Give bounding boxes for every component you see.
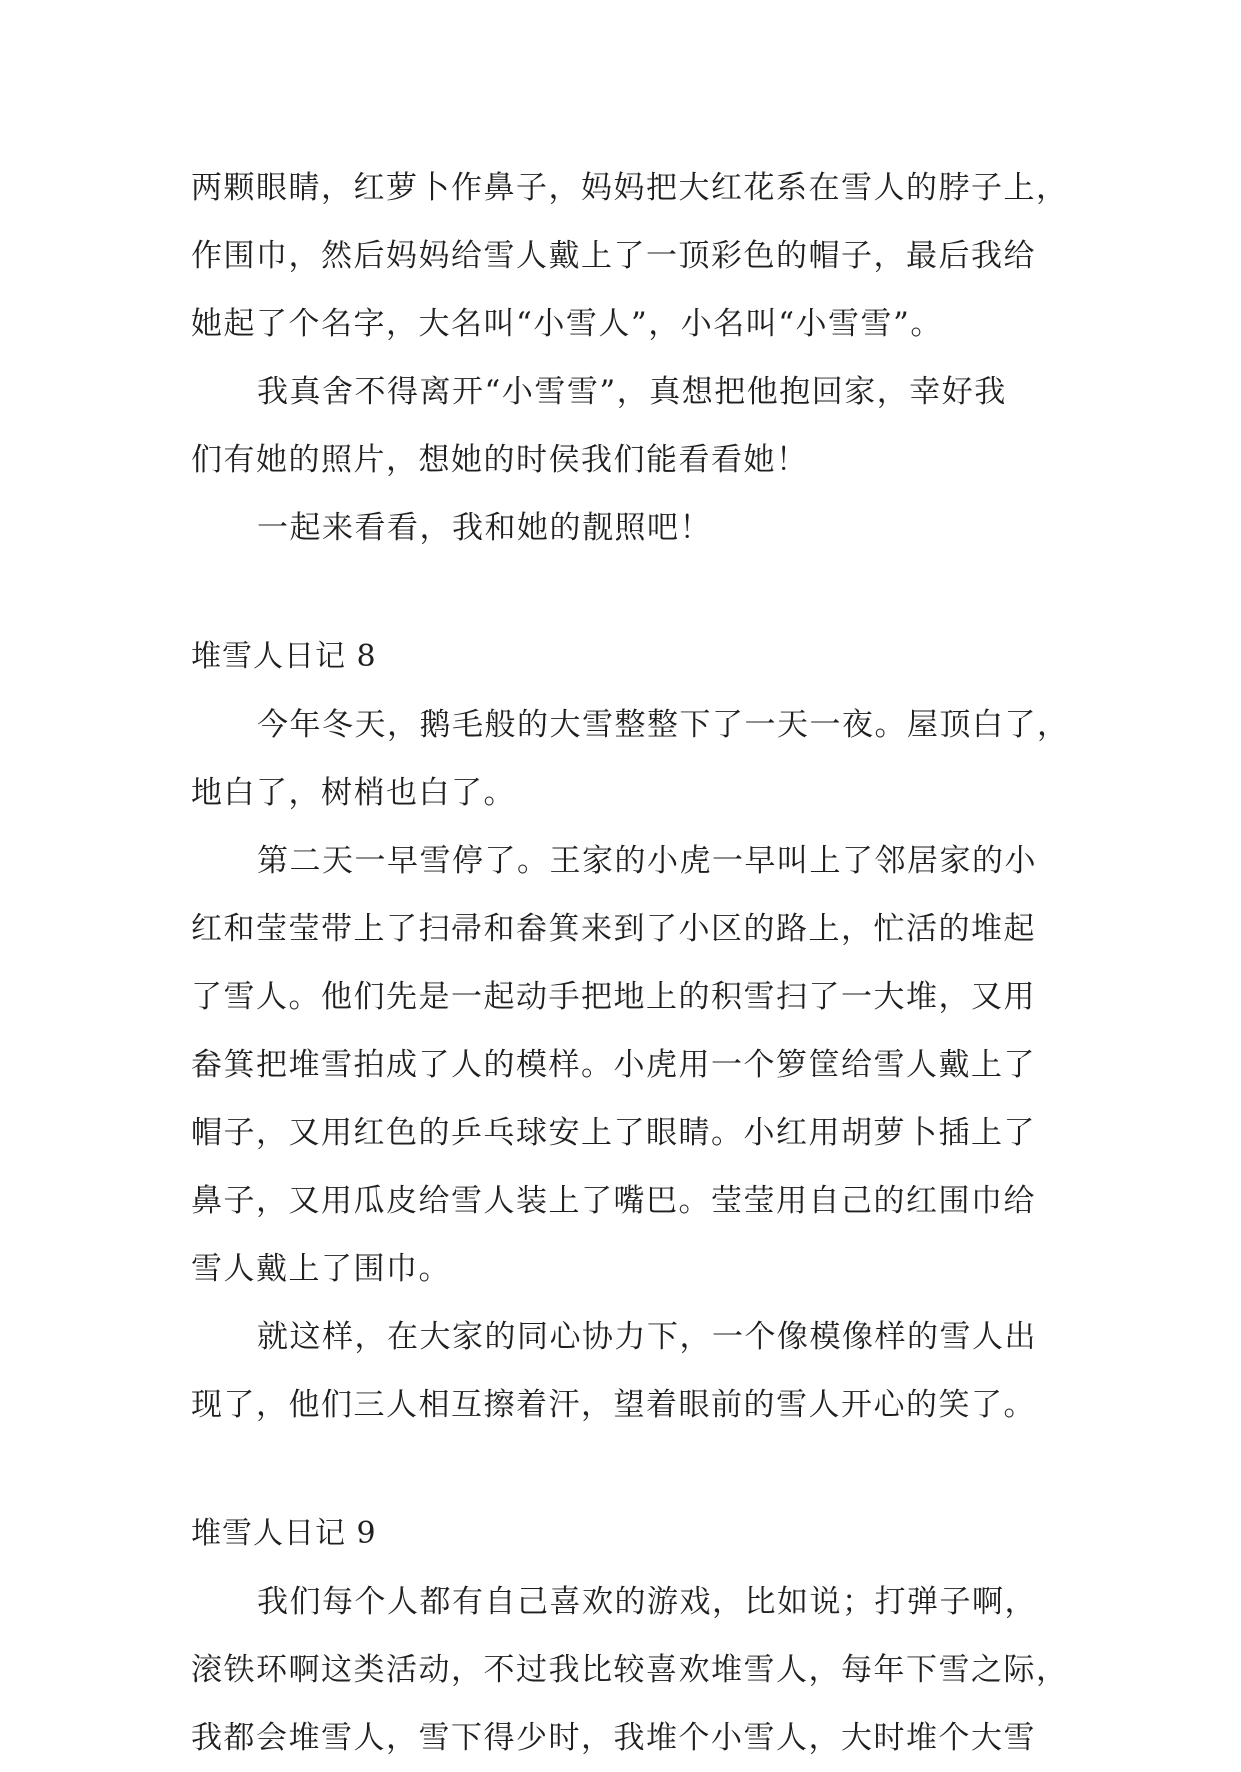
body-text-line: 她起了个名字，大名叫“小雪人”，小名叫“小雪雪”。 (191, 306, 943, 342)
body-text-line: 我真舍不得离开“小雪雪”，真想把他抱回家，幸好我 (257, 374, 1007, 410)
body-text-line: 我们每个人都有自己喜欢的游戏，比如说；打弹子啊， (257, 1584, 1037, 1620)
body-text-line: 地白了，树梢也白了。 (191, 775, 516, 811)
section-title: 堆雪人日记 8 (191, 639, 377, 674)
document-body (191, 154, 1070, 1772)
section-gap (191, 562, 1061, 623)
section-title: 堆雪人日记 9 (191, 1516, 377, 1551)
body-text-line: 今年冬天，鹅毛般的大雪整整下了一天一夜。屋顶白了， (257, 707, 1070, 743)
body-text-line: 现了，他们三人相互擦着汗，望着眼前的雪人开心的笑了。 (191, 1387, 1036, 1423)
body-text-line: 两颗眼睛，红萝卜作鼻子，妈妈把大红花系在雪人的脖子上， (191, 170, 1069, 206)
body-text-line: 滚铁环啊这类活动，不过我比较喜欢堆雪人，每年下雪之际， (191, 1652, 1069, 1688)
body-text-line: 们有她的照片，想她的时侯我们能看看她！ (191, 442, 809, 478)
body-text-line: 雪人戴上了围巾。 (191, 1251, 451, 1287)
body-text-line: 就这样，在大家的同心协力下，一个像模像样的雪人出 (257, 1319, 1037, 1355)
body-text-line: 我都会堆雪人，雪下得少时，我堆个小雪人，大时堆个大雪 (191, 1720, 1036, 1756)
body-text-line: 畚箕把堆雪拍成了人的模样。小虎用一个箩筐给雪人戴上了 (191, 1047, 1036, 1083)
body-text-line: 一起来看看，我和她的靓照吧！ (257, 510, 712, 546)
body-text-line: 了雪人。他们先是一起动手把地上的积雪扫了一大堆，又用 (191, 979, 1036, 1015)
body-text-line: 第二天一早雪停了。王家的小虎一早叫上了邻居家的小 (257, 843, 1037, 879)
body-text-line: 鼻子，又用瓜皮给雪人装上了嘴巴。莹莹用自己的红围巾给 (191, 1183, 1036, 1219)
body-text-line: 帽子，又用红色的乒乓球安上了眼睛。小红用胡萝卜插上了 (191, 1115, 1036, 1151)
section-gap (191, 1439, 1061, 1500)
body-text-line: 红和莹莹带上了扫帚和畚箕来到了小区的路上，忙活的堆起 (191, 911, 1036, 947)
body-text-line: 作围巾，然后妈妈给雪人戴上了一顶彩色的帽子，最后我给 (191, 238, 1036, 274)
